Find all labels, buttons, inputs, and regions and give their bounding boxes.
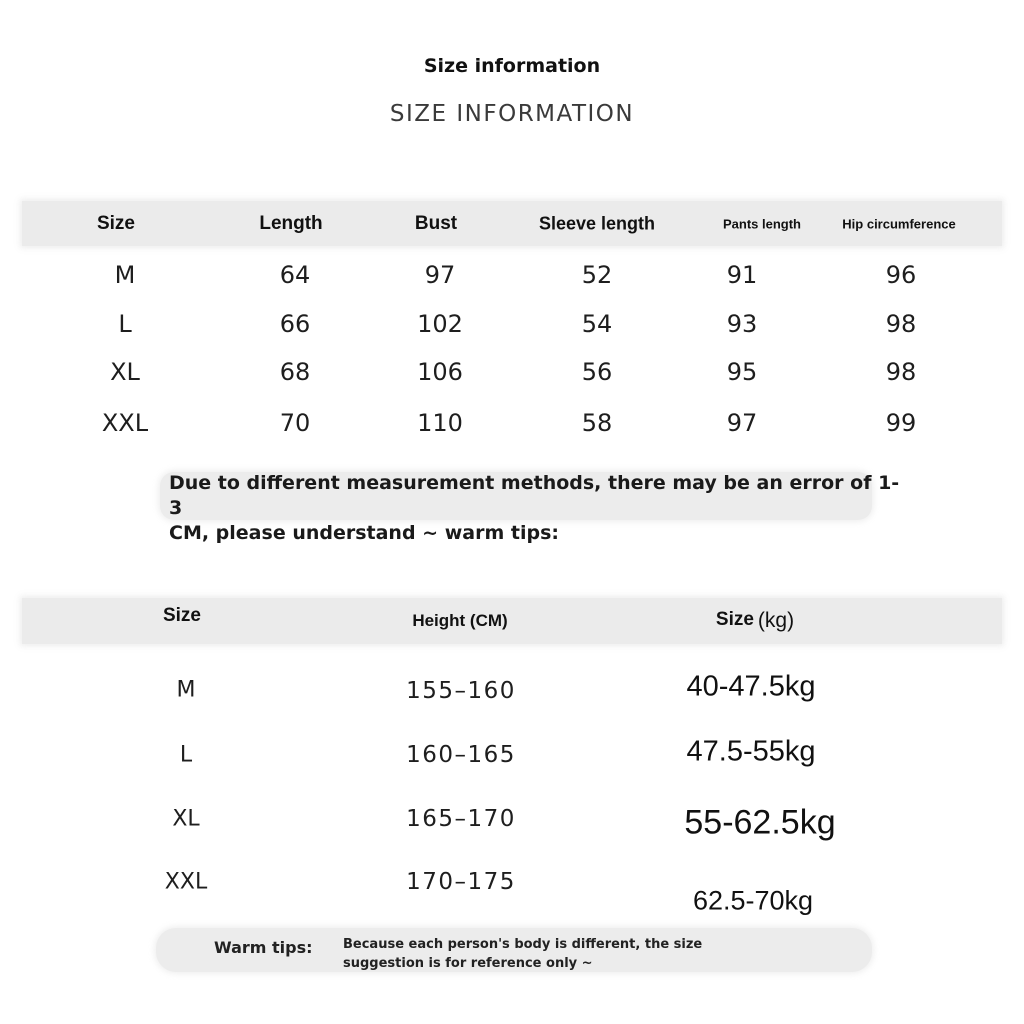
cell-sleeve-length: 54 (581, 310, 613, 338)
page-subtitle: SIZE INFORMATION (389, 101, 635, 127)
cell-weight: 40-47.5kg (686, 670, 816, 703)
column-header-weight (716, 609, 794, 633)
cell-bust: 102 (417, 310, 463, 338)
cell-height: 160–165 (406, 742, 516, 768)
column-header-sleeve-length: Sleeve length (538, 213, 656, 233)
garment-table-header (22, 201, 1002, 246)
measurement-note-line-2: CM, please understand ~ warm tips: (169, 522, 559, 544)
column-header-length: Length (259, 212, 323, 234)
cell-pants-length: 97 (726, 409, 758, 437)
cell-bust: 106 (417, 358, 463, 386)
cell-hip-circumference: 96 (885, 261, 917, 289)
cell-height: 170–175 (406, 869, 516, 895)
cell-height: 165–170 (406, 806, 516, 832)
cell-weight: 47.5-55kg (686, 735, 816, 768)
column-header-height: Height (CM) (412, 611, 508, 630)
cell-pants-length: 95 (726, 358, 758, 386)
cell-bust: 110 (417, 409, 463, 437)
cell-weight: 62.5-70kg (692, 885, 814, 916)
fit-table-header (22, 598, 1002, 644)
cell-size: XXL (101, 409, 149, 437)
cell-length: 64 (279, 261, 311, 289)
cell-pants-length: 93 (726, 310, 758, 338)
column-header-size: Size (162, 605, 202, 627)
column-header-size: Size (96, 212, 136, 234)
cell-size: M (114, 261, 136, 289)
warm-tips-line-2: suggestion is for reference only ~ (343, 956, 593, 971)
cell-bust: 97 (424, 261, 456, 289)
column-header-weight-label: Size (715, 609, 754, 630)
cell-size: XL (172, 806, 200, 832)
cell-size: M (176, 677, 196, 703)
cell-sleeve-length: 52 (581, 261, 613, 289)
cell-sleeve-length: 58 (581, 409, 613, 437)
cell-pants-length: 91 (726, 261, 758, 289)
cell-height: 155–160 (406, 678, 516, 704)
cell-hip-circumference: 99 (885, 409, 917, 437)
cell-hip-circumference: 98 (885, 310, 917, 338)
warm-tips-text (343, 935, 763, 973)
column-header-bust: Bust (414, 212, 458, 234)
cell-size: XL (110, 358, 140, 386)
cell-size: XXL (164, 869, 208, 895)
cell-sleeve-length: 56 (581, 358, 613, 386)
cell-hip-circumference: 98 (885, 358, 917, 386)
cell-size: L (118, 310, 132, 338)
column-header-weight-unit: (kg) (757, 609, 795, 632)
column-header-hip-circumference: Hip circumference (842, 216, 956, 231)
cell-size: L (179, 742, 193, 768)
warm-tips-label: Warm tips: (214, 938, 313, 957)
measurement-note-line-1: Due to different measurement methods, there may be an error of 1-3 (169, 472, 900, 519)
warm-tips-line-1: Because each person's body is different, the size (343, 937, 703, 952)
measurement-note (169, 471, 909, 546)
page-title: Size information (423, 55, 601, 77)
cell-weight: 55-62.5kg (684, 803, 836, 842)
cell-length: 66 (279, 310, 311, 338)
cell-length: 70 (279, 409, 311, 437)
column-header-pants-length: Pants length (722, 216, 802, 231)
cell-length: 68 (279, 358, 311, 386)
